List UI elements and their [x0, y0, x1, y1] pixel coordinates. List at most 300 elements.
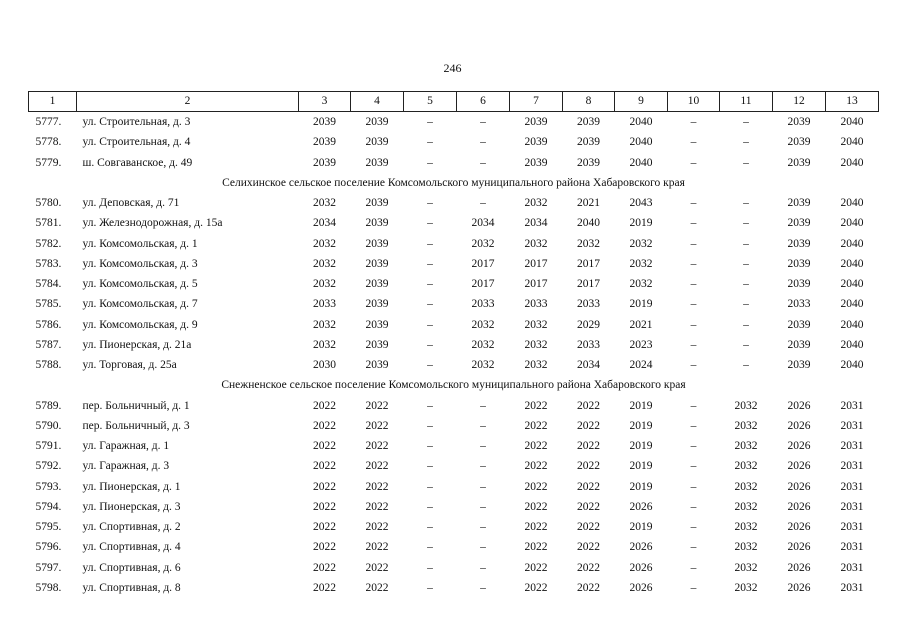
year-cell: 2022	[577, 581, 600, 594]
year-cell: 2032	[524, 318, 548, 331]
year-cell: 2039	[365, 116, 389, 128]
year-cell: –	[427, 318, 433, 331]
row-number: 5798.	[35, 581, 62, 594]
year-cell: 2032	[313, 257, 336, 270]
section-title: Снежненское сельское поселение Комсомольского муниципального района Хабаровского края	[221, 379, 686, 392]
year-cell: 2040	[840, 217, 864, 230]
year-cell: 2023	[629, 338, 653, 351]
year-cell: 2033	[577, 338, 600, 351]
year-cell: 2033	[524, 298, 548, 311]
year-cell: 2029	[577, 318, 600, 331]
year-cell: –	[427, 359, 433, 371]
year-cell: 2022	[524, 419, 548, 432]
year-cell: –	[690, 419, 697, 432]
year-cell: 2022	[524, 460, 548, 473]
table-body	[29, 112, 879, 599]
year-cell: –	[427, 217, 433, 230]
year-cell: 2032	[734, 460, 758, 473]
year-cell: –	[690, 278, 697, 290]
year-cell: –	[480, 136, 486, 149]
year-cell: 2039	[365, 237, 389, 250]
year-cell: 2019	[629, 419, 653, 432]
year-cell: –	[690, 561, 697, 574]
year-cell: 2039	[787, 136, 811, 149]
year-cell: –	[743, 359, 749, 371]
year-cell: 2039	[787, 359, 811, 371]
year-cell: 2026	[787, 521, 811, 533]
year-cell: 2026	[787, 581, 811, 594]
year-cell: –	[427, 399, 433, 412]
year-cell: 2039	[577, 136, 600, 149]
year-cell: 2039	[787, 318, 811, 331]
year-cell: 2032	[734, 440, 758, 452]
year-cell: 2033	[313, 298, 336, 311]
year-cell: 2033	[787, 298, 811, 311]
year-cell: 2032	[734, 419, 758, 432]
year-cell: 2032	[734, 500, 758, 513]
year-cell: –	[743, 197, 749, 209]
year-cell: 2022	[524, 541, 548, 554]
year-cell: 2026	[787, 460, 811, 473]
year-cell: –	[427, 298, 433, 311]
table-row	[29, 112, 879, 133]
year-cell: 2032	[629, 237, 653, 250]
column-header: 1	[29, 92, 77, 112]
year-cell: 2022	[577, 500, 600, 513]
year-cell: –	[427, 500, 433, 513]
year-cell: –	[427, 136, 433, 149]
column-header: 4	[351, 92, 404, 112]
address-cell: пер. Больничный, д. 3	[82, 419, 190, 432]
year-cell: 2039	[365, 257, 389, 270]
year-cell: 2022	[365, 561, 389, 574]
year-cell: –	[690, 338, 697, 351]
year-cell: 2033	[577, 298, 600, 311]
year-cell: 2040	[629, 116, 653, 128]
year-cell: 2039	[524, 156, 548, 169]
address-cell: ул. Гаражная, д. 1	[82, 440, 170, 452]
year-cell: 2031	[840, 500, 864, 513]
year-cell: 2034	[471, 217, 495, 230]
year-cell: 2040	[840, 237, 864, 250]
address-cell: ул. Пионерская, д. 3	[82, 500, 181, 513]
year-cell: –	[690, 136, 697, 149]
column-header: 11	[720, 92, 773, 112]
year-cell: 2033	[471, 298, 495, 311]
year-cell: –	[690, 399, 697, 412]
year-cell: –	[427, 460, 433, 473]
year-cell: 2026	[787, 440, 811, 452]
year-cell: 2032	[629, 257, 653, 270]
year-cell: 2026	[629, 561, 653, 574]
address-cell: ул. Торговая, д. 25а	[82, 359, 177, 371]
year-cell: 2039	[365, 217, 389, 230]
year-cell: 2019	[629, 298, 653, 311]
table-row	[29, 578, 879, 598]
address-cell: ул. Железнодорожная, д. 15а	[82, 217, 223, 230]
year-cell: –	[480, 440, 486, 452]
table-row	[29, 396, 879, 416]
year-cell: 2026	[787, 541, 811, 554]
year-cell: 2026	[787, 561, 811, 574]
year-cell: 2017	[524, 278, 548, 290]
address-cell: ул. Комсомольская, д. 5	[82, 278, 198, 290]
year-cell: –	[480, 460, 486, 473]
year-cell: 2026	[629, 500, 653, 513]
year-cell: 2017	[577, 257, 600, 270]
year-cell: 2022	[365, 581, 389, 594]
year-cell: 2032	[471, 359, 495, 371]
year-cell: 2034	[577, 359, 600, 371]
table-row	[29, 456, 879, 476]
address-cell: ул. Спортивная, д. 8	[82, 581, 181, 594]
column-header: 13	[826, 92, 879, 112]
year-cell: –	[690, 541, 697, 554]
year-cell: 2039	[787, 197, 811, 209]
table-row	[29, 294, 879, 314]
year-cell: 2021	[629, 318, 653, 331]
year-cell: 2022	[524, 399, 548, 412]
row-number: 5790.	[35, 419, 62, 432]
address-cell: ул. Строительная, д. 3	[82, 116, 191, 128]
year-cell: 2019	[629, 217, 653, 230]
year-cell: 2039	[313, 116, 336, 128]
row-number: 5795.	[35, 521, 62, 533]
year-cell: 2026	[787, 480, 811, 493]
address-cell: пер. Больничный, д. 1	[82, 399, 190, 412]
year-cell: –	[427, 440, 433, 452]
row-number: 5788.	[35, 359, 62, 371]
year-cell: 2039	[365, 278, 389, 290]
year-cell: 2022	[313, 581, 336, 594]
year-cell: 2022	[524, 480, 548, 493]
year-cell: 2022	[524, 581, 548, 594]
year-cell: 2039	[787, 278, 811, 290]
year-cell: 2039	[365, 318, 389, 331]
year-cell: –	[743, 298, 749, 311]
year-cell: 2040	[840, 156, 864, 169]
year-cell: 2040	[840, 318, 864, 331]
year-cell: 2039	[313, 156, 336, 169]
address-cell: ул. Комсомольская, д. 3	[82, 257, 198, 270]
year-cell: –	[690, 460, 697, 473]
year-cell: –	[427, 561, 433, 574]
year-cell: 2039	[365, 298, 389, 311]
year-cell: 2022	[313, 480, 336, 493]
table-row	[29, 274, 879, 294]
row-number: 5791.	[35, 440, 62, 452]
year-cell: 2019	[629, 521, 653, 533]
year-cell: 2039	[524, 136, 548, 149]
year-cell: –	[690, 581, 697, 594]
year-cell: 2039	[787, 156, 811, 169]
year-cell: 2040	[840, 298, 864, 311]
section-title: Селихинское сельское поселение Комсомольского муниципального района Хабаровского края	[222, 176, 685, 189]
year-cell: 2031	[840, 399, 864, 412]
year-cell: 2032	[313, 318, 336, 331]
year-cell: 2022	[577, 521, 600, 533]
address-cell: ул. Комсомольская, д. 7	[82, 298, 198, 311]
year-cell: 2022	[524, 500, 548, 513]
year-cell: –	[690, 257, 697, 270]
table-row	[29, 497, 879, 517]
year-cell: 2026	[629, 541, 653, 554]
row-number: 5789.	[35, 399, 62, 412]
column-header: 12	[773, 92, 826, 112]
year-cell: 2024	[629, 359, 653, 371]
address-cell: ул. Спортивная, д. 2	[82, 521, 181, 533]
year-cell: 2022	[365, 399, 389, 412]
year-cell: 2039	[365, 338, 389, 351]
year-cell: 2026	[629, 581, 653, 594]
column-number-header	[29, 92, 879, 112]
row-number: 5792.	[35, 460, 62, 473]
year-cell: –	[690, 237, 697, 250]
year-cell: –	[480, 399, 486, 412]
year-cell: 2043	[629, 197, 653, 209]
year-cell: 2022	[313, 500, 336, 513]
year-cell: –	[690, 318, 697, 331]
year-cell: 2032	[524, 359, 548, 371]
row-number: 5793.	[35, 480, 62, 493]
year-cell: 2021	[577, 197, 600, 209]
table-row	[29, 193, 879, 213]
year-cell: 2032	[577, 237, 600, 250]
year-cell: –	[480, 480, 486, 493]
year-cell: –	[690, 480, 697, 493]
table-row	[29, 315, 879, 335]
address-cell: ш. Совгаванское, д. 49	[82, 156, 193, 169]
year-cell: 2040	[840, 257, 864, 270]
year-cell: –	[480, 197, 486, 209]
year-cell: 2022	[313, 521, 336, 533]
year-cell: 2022	[524, 521, 548, 533]
year-cell: –	[690, 298, 697, 311]
year-cell: 2040	[840, 278, 864, 290]
year-cell: 2039	[365, 359, 389, 371]
year-cell: –	[743, 257, 749, 270]
year-cell: 2032	[471, 338, 495, 351]
year-cell: 2039	[365, 136, 389, 149]
row-number: 5777.	[35, 116, 62, 128]
year-cell: –	[427, 521, 433, 533]
year-cell: –	[427, 116, 433, 128]
year-cell: –	[427, 419, 433, 432]
year-cell: 2022	[524, 561, 548, 574]
year-cell: 2022	[365, 480, 389, 493]
address-cell: ул. Комсомольская, д. 9	[82, 318, 198, 331]
year-cell: –	[743, 338, 749, 351]
row-number: 5786.	[35, 318, 62, 331]
year-cell: 2031	[840, 480, 864, 493]
year-cell: 2022	[365, 460, 389, 473]
address-cell: ул. Деповская, д. 71	[82, 197, 180, 209]
year-cell: 2026	[787, 399, 811, 412]
year-cell: 2032	[471, 237, 495, 250]
row-number: 5778.	[35, 136, 62, 149]
row-number: 5787.	[35, 338, 62, 351]
table-row	[29, 558, 879, 578]
year-cell: 2039	[365, 197, 389, 209]
year-cell: 2019	[629, 440, 653, 452]
year-cell: –	[690, 500, 697, 513]
year-cell: –	[480, 116, 486, 128]
year-cell: 2022	[577, 440, 600, 452]
year-cell: 2032	[471, 318, 495, 331]
year-cell: 2032	[524, 338, 548, 351]
column-header: 3	[299, 92, 351, 112]
year-cell: –	[427, 257, 433, 270]
year-cell: –	[427, 541, 433, 554]
address-cell: ул. Пионерская, д. 21а	[82, 338, 192, 351]
address-cell: ул. Комсомольская, д. 1	[82, 237, 198, 250]
year-cell: –	[427, 480, 433, 493]
year-cell: 2039	[787, 237, 811, 250]
year-cell: –	[427, 278, 433, 290]
address-cell: ул. Строительная, д. 4	[82, 136, 191, 149]
year-cell: 2040	[840, 116, 864, 128]
housing-register-table	[28, 91, 879, 598]
row-number: 5785.	[35, 298, 62, 311]
year-cell: –	[480, 156, 486, 169]
year-cell: 2022	[313, 440, 336, 452]
year-cell: 2032	[734, 581, 758, 594]
year-cell: –	[743, 318, 749, 331]
year-cell: –	[743, 237, 749, 250]
year-cell: 2019	[629, 480, 653, 493]
year-cell: 2039	[787, 217, 811, 230]
year-cell: 2040	[840, 197, 864, 209]
row-number: 5781.	[35, 217, 62, 230]
year-cell: 2032	[524, 237, 548, 250]
year-cell: –	[427, 338, 433, 351]
year-cell: –	[427, 197, 433, 209]
row-number: 5797.	[35, 561, 62, 574]
year-cell: 2022	[365, 419, 389, 432]
year-cell: 2017	[524, 257, 548, 270]
year-cell: 2022	[313, 419, 336, 432]
column-header: 6	[457, 92, 510, 112]
row-number: 5784.	[35, 278, 62, 290]
row-number: 5780.	[35, 197, 62, 209]
year-cell: 2022	[577, 419, 600, 432]
year-cell: –	[690, 116, 697, 128]
year-cell: 2032	[313, 197, 336, 209]
year-cell: 2031	[840, 440, 864, 452]
year-cell: 2039	[787, 257, 811, 270]
year-cell: –	[427, 237, 433, 250]
table-row	[29, 416, 879, 436]
year-cell: 2032	[313, 278, 336, 290]
year-cell: 2022	[313, 541, 336, 554]
year-cell: 2031	[840, 419, 864, 432]
column-header: 10	[668, 92, 720, 112]
table-row	[29, 477, 879, 497]
year-cell: 2032	[313, 237, 336, 250]
year-cell: –	[690, 440, 697, 452]
year-cell: –	[690, 521, 697, 533]
year-cell: 2039	[787, 338, 811, 351]
year-cell: 2039	[577, 116, 600, 128]
table-row	[29, 537, 879, 557]
row-number: 5783.	[35, 257, 62, 270]
year-cell: 2034	[524, 217, 548, 230]
table-row	[29, 335, 879, 355]
year-cell: –	[427, 156, 433, 169]
year-cell: 2040	[840, 136, 864, 149]
year-cell: 2032	[734, 521, 758, 533]
table-row	[29, 234, 879, 254]
year-cell: 2022	[365, 521, 389, 533]
year-cell: 2031	[840, 460, 864, 473]
column-header: 5	[404, 92, 457, 112]
page-number: 246	[443, 61, 462, 75]
section-header-row	[29, 173, 879, 193]
year-cell: 2039	[313, 136, 336, 149]
column-header: 2	[77, 92, 299, 112]
address-cell: ул. Спортивная, д. 6	[82, 561, 181, 574]
column-header: 7	[510, 92, 563, 112]
address-cell: ул. Гаражная, д. 3	[82, 460, 170, 473]
column-header: 8	[563, 92, 615, 112]
year-cell: –	[743, 278, 749, 290]
row-number: 5796.	[35, 541, 62, 554]
row-number: 5782.	[35, 237, 62, 250]
year-cell: 2040	[840, 359, 864, 371]
year-cell: 2019	[629, 399, 653, 412]
year-cell: 2022	[577, 399, 600, 412]
year-cell: –	[690, 359, 697, 371]
year-cell: 2032	[734, 480, 758, 493]
year-cell: 2031	[840, 581, 864, 594]
table-row	[29, 132, 879, 152]
year-cell: –	[480, 581, 486, 594]
year-cell: 2022	[577, 460, 600, 473]
year-cell: –	[743, 116, 749, 128]
year-cell: 2022	[577, 541, 600, 554]
year-cell: 2022	[313, 399, 336, 412]
year-cell: 2039	[524, 116, 548, 128]
year-cell: 2032	[734, 561, 758, 574]
year-cell: 2040	[629, 136, 653, 149]
table-row	[29, 213, 879, 233]
year-cell: –	[427, 581, 433, 594]
section-header-row	[29, 375, 879, 395]
table-row	[29, 153, 879, 173]
year-cell: –	[690, 156, 697, 169]
table-row	[29, 254, 879, 274]
year-cell: 2034	[313, 217, 336, 230]
year-cell: 2032	[734, 399, 758, 412]
year-cell: 2022	[365, 541, 389, 554]
year-cell: –	[690, 197, 697, 209]
table-row	[29, 355, 879, 375]
year-cell: 2039	[787, 116, 811, 128]
year-cell: 2030	[313, 359, 336, 371]
year-cell: 2019	[629, 460, 653, 473]
year-cell: 2022	[577, 480, 600, 493]
address-cell: ул. Спортивная, д. 4	[82, 541, 181, 554]
year-cell: 2017	[577, 278, 600, 290]
table-row	[29, 517, 879, 537]
year-cell: 2032	[524, 197, 548, 209]
year-cell: 2022	[365, 500, 389, 513]
year-cell: –	[480, 521, 486, 533]
year-cell: 2039	[577, 156, 600, 169]
year-cell: 2032	[629, 278, 653, 290]
year-cell: 2022	[577, 561, 600, 574]
year-cell: 2039	[365, 156, 389, 169]
